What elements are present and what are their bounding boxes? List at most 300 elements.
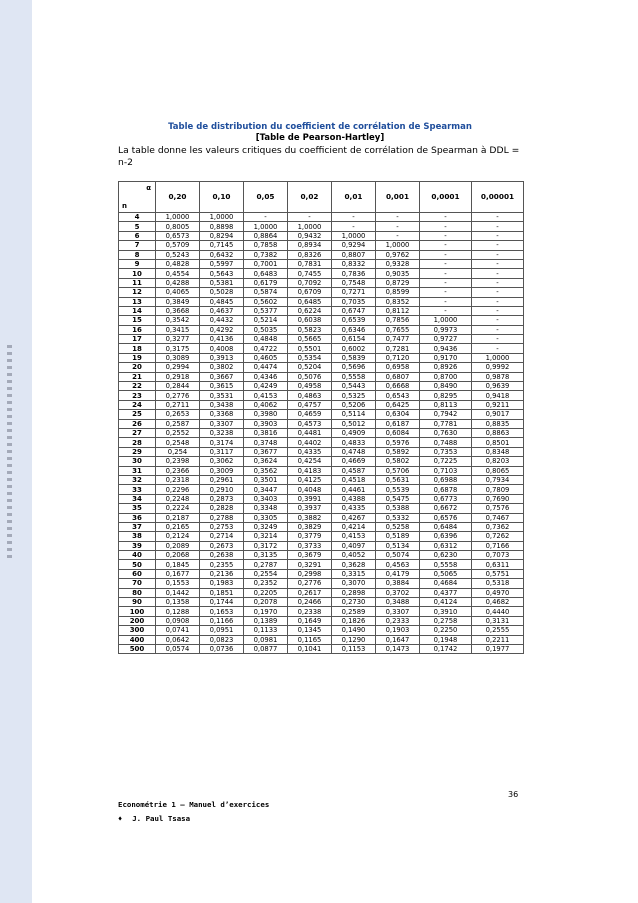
value-cell: 0,5388: [376, 504, 420, 513]
table-row: [119, 278, 524, 287]
value-cell: 0,5892: [376, 447, 420, 456]
table-row: [119, 438, 524, 447]
value-cell: 0,5997: [200, 259, 244, 268]
alpha-header: 0,001: [376, 182, 420, 213]
value-cell: -: [420, 306, 472, 315]
left-margin-band: [0, 0, 32, 903]
table-row: [119, 428, 524, 437]
value-cell: 0,4669: [332, 457, 376, 466]
header-row: [119, 182, 524, 213]
value-cell: 0,7281: [376, 344, 420, 353]
value-cell: 0,1677: [156, 569, 200, 578]
value-cell: 0,1166: [200, 616, 244, 625]
value-cell: 0,7781: [420, 419, 472, 428]
value-cell: 0,0877: [244, 644, 288, 653]
value-cell: -: [472, 344, 524, 353]
value-cell: 0,3980: [244, 410, 288, 419]
value-cell: 0,5206: [332, 400, 376, 409]
value-cell: 1,0000: [200, 213, 244, 222]
value-cell: 0,1345: [288, 626, 332, 635]
value-cell: 0,3415: [156, 325, 200, 334]
table-row: [119, 522, 524, 531]
row-n-cell: 60: [119, 569, 156, 578]
value-cell: 0,3172: [244, 541, 288, 550]
value-cell: 0,7477: [376, 335, 420, 344]
value-cell: 0,1389: [244, 616, 288, 625]
value-cell: 0,1977: [472, 644, 524, 653]
value-cell: -: [420, 269, 472, 278]
value-cell: 0,7145: [200, 241, 244, 250]
value-cell: 0,3615: [200, 382, 244, 391]
value-cell: 0,9878: [472, 372, 524, 381]
value-cell: 0,4292: [200, 325, 244, 334]
table-row: [119, 626, 524, 635]
value-cell: 0,4267: [332, 513, 376, 522]
value-cell: 0,1553: [156, 579, 200, 588]
value-cell: 0,0574: [156, 644, 200, 653]
value-cell: 0,0823: [200, 635, 244, 644]
table-title: Table de distribution du coefficient de corrélation de Spearman: [168, 122, 472, 132]
value-cell: -: [472, 269, 524, 278]
table-row: [119, 551, 524, 560]
value-cell: 0,2589: [332, 607, 376, 616]
value-cell: 0,3624: [244, 457, 288, 466]
value-cell: 0,5243: [156, 250, 200, 259]
row-n-cell: 16: [119, 325, 156, 334]
alpha-symbol: α: [146, 184, 151, 192]
value-cell: 0,4863: [288, 391, 332, 400]
value-cell: 0,5354: [288, 353, 332, 362]
value-cell: 0,5631: [376, 475, 420, 484]
value-cell: -: [472, 288, 524, 297]
value-cell: 0,2078: [244, 598, 288, 607]
row-n-cell: 7: [119, 241, 156, 250]
value-cell: 0,4682: [472, 598, 524, 607]
row-n-cell: 35: [119, 504, 156, 513]
value-cell: 0,5189: [376, 532, 420, 541]
value-cell: 0,2673: [200, 541, 244, 550]
value-cell: 0,7353: [420, 447, 472, 456]
value-cell: 0,8807: [332, 250, 376, 259]
row-n-cell: 28: [119, 438, 156, 447]
alpha-header: 0,0001: [420, 182, 472, 213]
value-cell: -: [472, 259, 524, 268]
value-cell: 0,8005: [156, 222, 200, 231]
row-n-cell: 27: [119, 428, 156, 437]
value-cell: 0,2089: [156, 541, 200, 550]
table-row: [119, 504, 524, 513]
value-cell: 0,2136: [200, 569, 244, 578]
value-cell: 0,2753: [200, 522, 244, 531]
value-cell: 0,2961: [200, 475, 244, 484]
footer-author-line: [118, 814, 190, 823]
table-row: [119, 213, 524, 222]
value-cell: 0,2873: [200, 494, 244, 503]
value-cell: -: [472, 335, 524, 344]
value-cell: 0,7271: [332, 288, 376, 297]
value-cell: -: [472, 306, 524, 315]
value-cell: 0,3070: [332, 579, 376, 588]
value-cell: -: [420, 241, 472, 250]
table-row: [119, 250, 524, 259]
value-cell: 0,6230: [420, 551, 472, 560]
value-cell: 0,5475: [376, 494, 420, 503]
row-n-cell: 11: [119, 278, 156, 287]
value-cell: 0,4563: [376, 560, 420, 569]
value-cell: 0,4440: [472, 607, 524, 616]
row-n-cell: 19: [119, 353, 156, 362]
value-cell: 0,5751: [472, 569, 524, 578]
value-cell: -: [376, 222, 420, 231]
value-cell: 0,5696: [332, 363, 376, 372]
value-cell: 0,4605: [244, 353, 288, 362]
value-cell: 0,2338: [288, 607, 332, 616]
value-cell: 0,1473: [376, 644, 420, 653]
value-cell: -: [472, 241, 524, 250]
value-cell: 0,4432: [200, 316, 244, 325]
value-cell: 0,1490: [332, 626, 376, 635]
value-cell: 0,4008: [200, 344, 244, 353]
value-cell: -: [244, 213, 288, 222]
alpha-header: 0,01: [332, 182, 376, 213]
value-cell: 0,2788: [200, 513, 244, 522]
value-cell: 0,2638: [200, 551, 244, 560]
value-cell: 0,2758: [420, 616, 472, 625]
row-n-cell: 23: [119, 391, 156, 400]
value-cell: 0,4153: [332, 532, 376, 541]
value-cell: 0,3277: [156, 335, 200, 344]
value-cell: 0,2554: [244, 569, 288, 578]
value-cell: 0,5976: [376, 438, 420, 447]
value-cell: 0,3175: [156, 344, 200, 353]
value-cell: 0,3667: [200, 372, 244, 381]
row-n-cell: 25: [119, 410, 156, 419]
table-row: [119, 344, 524, 353]
table-row: [119, 419, 524, 428]
value-cell: 0,7809: [472, 485, 524, 494]
row-n-cell: 12: [119, 288, 156, 297]
value-cell: 0,2466: [288, 598, 332, 607]
value-cell: 0,5258: [376, 522, 420, 531]
table-row: [119, 588, 524, 597]
value-cell: 0,6709: [288, 288, 332, 297]
value-cell: 0,4461: [332, 485, 376, 494]
value-cell: 0,6988: [420, 475, 472, 484]
value-cell: 0,4970: [472, 588, 524, 597]
value-cell: 0,3368: [200, 410, 244, 419]
value-cell: 0,9762: [376, 250, 420, 259]
value-cell: 0,8348: [472, 447, 524, 456]
value-cell: 0,9211: [472, 400, 524, 409]
row-n-cell: 33: [119, 485, 156, 494]
value-cell: 0,7858: [244, 241, 288, 250]
table-row: [119, 391, 524, 400]
row-n-cell: 18: [119, 344, 156, 353]
value-cell: 0,4249: [244, 382, 288, 391]
value-cell: 0,6543: [376, 391, 420, 400]
row-n-cell: 8: [119, 250, 156, 259]
value-cell: 0,6432: [200, 250, 244, 259]
value-cell: 0,7166: [472, 541, 524, 550]
value-cell: 0,9017: [472, 410, 524, 419]
table-row: [119, 560, 524, 569]
value-cell: 0,1153: [332, 644, 376, 653]
value-cell: 0,3131: [472, 616, 524, 625]
value-cell: 0,1744: [200, 598, 244, 607]
row-n-cell: 9: [119, 259, 156, 268]
row-n-cell: 70: [119, 579, 156, 588]
alpha-header: 0,10: [200, 182, 244, 213]
value-cell: 0,2776: [156, 391, 200, 400]
value-cell: 0,5204: [288, 363, 332, 372]
value-cell: 0,3135: [244, 551, 288, 560]
value-cell: 0,2918: [156, 372, 200, 381]
alpha-header: 0,02: [288, 182, 332, 213]
value-cell: 0,7655: [376, 325, 420, 334]
table-row: [119, 598, 524, 607]
value-cell: 0,6573: [156, 231, 200, 240]
value-cell: -: [420, 213, 472, 222]
value-cell: 0,7120: [376, 353, 420, 362]
value-cell: -: [288, 213, 332, 222]
value-cell: 0,9035: [376, 269, 420, 278]
value-cell: 0,6878: [420, 485, 472, 494]
value-cell: 0,6346: [332, 325, 376, 334]
table-row: [119, 269, 524, 278]
value-cell: 0,9170: [420, 353, 472, 362]
value-cell: 0,3829: [288, 522, 332, 531]
value-cell: 0,254: [156, 447, 200, 456]
value-cell: 0,2910: [200, 485, 244, 494]
value-cell: 0,9973: [420, 325, 472, 334]
value-cell: 0,8203: [472, 457, 524, 466]
value-cell: 0,3089: [156, 353, 200, 362]
value-cell: 0,2224: [156, 504, 200, 513]
value-cell: 0,2617: [288, 588, 332, 597]
value-cell: 0,5114: [332, 410, 376, 419]
row-n-cell: 21: [119, 372, 156, 381]
row-n-cell: 39: [119, 541, 156, 550]
row-n-cell: 26: [119, 419, 156, 428]
table-row: [119, 335, 524, 344]
value-cell: 0,1165: [288, 635, 332, 644]
value-cell: 0,6576: [420, 513, 472, 522]
row-n-cell: 4: [119, 213, 156, 222]
value-cell: 0,8835: [472, 419, 524, 428]
value-cell: 0,4684: [420, 579, 472, 588]
value-cell: 1,0000: [332, 231, 376, 240]
value-cell: 0,7934: [472, 475, 524, 484]
value-cell: 0,4048: [288, 485, 332, 494]
value-cell: 0,4554: [156, 269, 200, 278]
table-row: [119, 372, 524, 381]
value-cell: 0,3305: [244, 513, 288, 522]
value-cell: 0,6179: [244, 278, 288, 287]
value-cell: 0,7942: [420, 410, 472, 419]
corner-cell: [119, 182, 156, 213]
value-cell: 0,3991: [288, 494, 332, 503]
value-cell: 0,0741: [156, 626, 200, 635]
value-cell: 0,6807: [376, 372, 420, 381]
value-cell: 0,3733: [288, 541, 332, 550]
value-cell: -: [472, 325, 524, 334]
table-row: [119, 532, 524, 541]
value-cell: 0,3910: [420, 607, 472, 616]
value-cell: 0,3816: [244, 428, 288, 437]
alpha-header: 0,00001: [472, 182, 524, 213]
value-cell: 0,4833: [332, 438, 376, 447]
value-cell: -: [420, 259, 472, 268]
row-n-cell: 24: [119, 400, 156, 409]
value-cell: 0,5325: [332, 391, 376, 400]
value-cell: 0,8729: [376, 278, 420, 287]
side-tick-marks: [7, 345, 12, 560]
value-cell: 0,4659: [288, 410, 332, 419]
value-cell: 0,1826: [332, 616, 376, 625]
row-n-cell: 6: [119, 231, 156, 240]
value-cell: 0,2355: [200, 560, 244, 569]
value-cell: 0,8864: [244, 231, 288, 240]
value-cell: -: [472, 231, 524, 240]
table-row: [119, 363, 524, 372]
row-n-cell: 20: [119, 363, 156, 372]
table-row: [119, 353, 524, 362]
value-cell: 0,4828: [156, 259, 200, 268]
value-cell: 0,5558: [332, 372, 376, 381]
value-cell: 0,2776: [288, 579, 332, 588]
value-cell: 0,7001: [244, 259, 288, 268]
value-cell: 0,4136: [200, 335, 244, 344]
value-cell: -: [332, 213, 376, 222]
alpha-header: 0,20: [156, 182, 200, 213]
value-cell: 0,2787: [244, 560, 288, 569]
value-cell: 1,0000: [288, 222, 332, 231]
value-cell: 0,8113: [420, 400, 472, 409]
value-cell: 0,8112: [376, 306, 420, 315]
value-cell: 0,1845: [156, 560, 200, 569]
value-cell: 0,3307: [376, 607, 420, 616]
value-cell: 0,3884: [376, 579, 420, 588]
value-cell: 0,5214: [244, 316, 288, 325]
table-row: [119, 222, 524, 231]
value-cell: 0,5012: [332, 419, 376, 428]
value-cell: 0,5332: [376, 513, 420, 522]
diamond-bullet-icon: ♦: [118, 815, 123, 823]
value-cell: 0,3501: [244, 475, 288, 484]
value-cell: 1,0000: [244, 222, 288, 231]
value-cell: 0,3668: [156, 306, 200, 315]
value-cell: 0,6484: [420, 522, 472, 531]
footer-title: Econométrie 1 – Manuel d’exercices: [118, 800, 270, 809]
value-cell: 0,2828: [200, 504, 244, 513]
value-cell: 0,8926: [420, 363, 472, 372]
value-cell: 0,4748: [332, 447, 376, 456]
value-cell: 0,3238: [200, 428, 244, 437]
value-cell: 0,4757: [288, 400, 332, 409]
value-cell: 0,4845: [200, 297, 244, 306]
value-cell: -: [472, 250, 524, 259]
value-cell: 0,9727: [420, 335, 472, 344]
value-cell: 1,0000: [420, 316, 472, 325]
value-cell: -: [420, 222, 472, 231]
value-cell: 0,2352: [244, 579, 288, 588]
value-cell: 0,3214: [244, 532, 288, 541]
value-cell: 0,8934: [288, 241, 332, 250]
value-cell: 0,1653: [200, 607, 244, 616]
value-cell: 0,4573: [288, 419, 332, 428]
table-row: [119, 494, 524, 503]
value-cell: 0,5377: [244, 306, 288, 315]
value-cell: 0,7856: [376, 316, 420, 325]
value-cell: 0,1903: [376, 626, 420, 635]
table-row: [119, 466, 524, 475]
row-n-cell: 37: [119, 522, 156, 531]
value-cell: 0,3562: [244, 466, 288, 475]
value-cell: 0,6154: [332, 335, 376, 344]
value-cell: 0,5381: [200, 278, 244, 287]
value-cell: 0,5665: [288, 335, 332, 344]
value-cell: -: [472, 316, 524, 325]
value-cell: -: [472, 222, 524, 231]
value-cell: 0,4388: [332, 494, 376, 503]
value-cell: 0,3802: [200, 363, 244, 372]
value-cell: 0,4481: [288, 428, 332, 437]
table-row: [119, 485, 524, 494]
table-row: [119, 288, 524, 297]
table-row: [119, 297, 524, 306]
value-cell: 0,1649: [288, 616, 332, 625]
value-cell: 0,3903: [244, 419, 288, 428]
value-cell: 0,3438: [200, 400, 244, 409]
value-cell: 0,8599: [376, 288, 420, 297]
value-cell: 0,6002: [332, 344, 376, 353]
value-cell: 0,1041: [288, 644, 332, 653]
value-cell: 0,6958: [376, 363, 420, 372]
value-cell: 0,4637: [200, 306, 244, 315]
value-cell: 0,4958: [288, 382, 332, 391]
value-cell: -: [472, 278, 524, 287]
row-n-cell: 80: [119, 588, 156, 597]
row-n-cell: 30: [119, 457, 156, 466]
row-n-cell: 5: [119, 222, 156, 231]
row-n-cell: 29: [119, 447, 156, 456]
value-cell: 0,2187: [156, 513, 200, 522]
value-cell: 0,7092: [288, 278, 332, 287]
value-cell: 0,3488: [376, 598, 420, 607]
value-cell: 0,3779: [288, 532, 332, 541]
table-row: [119, 579, 524, 588]
value-cell: 0,1851: [200, 588, 244, 597]
value-cell: 0,9639: [472, 382, 524, 391]
table-row: [119, 306, 524, 315]
value-cell: 0,5076: [288, 372, 332, 381]
value-cell: 0,5134: [376, 541, 420, 550]
value-cell: 0,4288: [156, 278, 200, 287]
value-cell: 0,7103: [420, 466, 472, 475]
intro-paragraph: La table donne les valeurs critiques du coefficient de corrélation de Spearman à DDL = n-2: [118, 145, 520, 168]
table-row: [119, 457, 524, 466]
value-cell: 0,0908: [156, 616, 200, 625]
row-n-cell: 50: [119, 560, 156, 569]
value-cell: 0,8352: [376, 297, 420, 306]
value-cell: 0,7576: [472, 504, 524, 513]
value-cell: 0,2366: [156, 466, 200, 475]
value-cell: 0,2552: [156, 428, 200, 437]
table-row: [119, 410, 524, 419]
value-cell: 0,3628: [332, 560, 376, 569]
value-cell: 0,2994: [156, 363, 200, 372]
value-cell: 0,6668: [376, 382, 420, 391]
